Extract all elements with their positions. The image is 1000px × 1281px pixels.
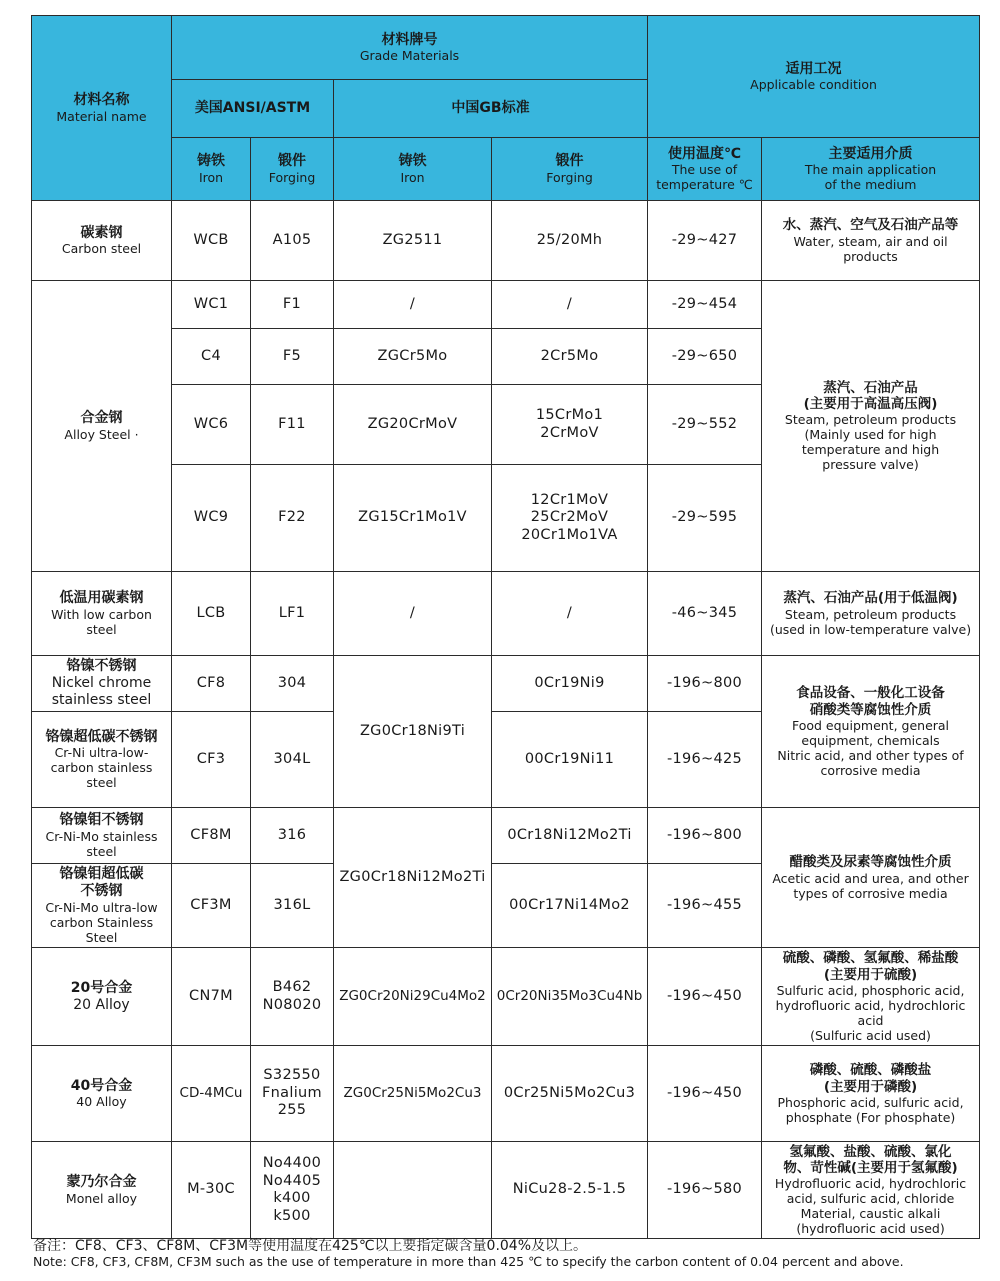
material-name: 20号合金 20 Alloy <box>32 948 172 1046</box>
header-us-standard: 美国ANSI/ASTM <box>172 80 334 138</box>
us-iron: CD-4MCu <box>172 1046 251 1142</box>
gb-forging: 00Cr17Ni14Mo2 <box>492 864 648 948</box>
temperature: -196~450 <box>648 1046 762 1142</box>
temperature: -196~800 <box>648 808 762 864</box>
us-iron: M-30C <box>172 1142 251 1239</box>
medium: 磷酸、硫酸、磷酸盐 (主要用于磷酸) Phosphoric acid, sulfuric acid, phosphate (For phosphate) <box>762 1046 980 1142</box>
table-row <box>32 572 980 656</box>
gb-forging: 00Cr19Ni11 <box>492 712 648 808</box>
material-name: 铬镍钼超低碳 不锈钢 Cr-Ni-Mo ultra-low carbon Stainless Steel <box>32 864 172 948</box>
temperature: -29~427 <box>648 201 762 281</box>
us-forging: F22 <box>251 465 334 572</box>
temperature: -196~425 <box>648 712 762 808</box>
material-name: 蒙乃尔合金 Monel alloy <box>32 1142 172 1239</box>
gb-iron: ZG0Cr18Ni9Ti <box>334 656 492 808</box>
us-forging: 316 <box>251 808 334 864</box>
medium: 水、蒸汽、空气及石油产品等 Water, steam, air and oil products <box>762 201 980 281</box>
us-forging: F11 <box>251 385 334 465</box>
table-row <box>32 1046 980 1142</box>
header-us-iron: 铸铁 Iron <box>172 138 251 201</box>
gb-iron: ZGCr5Mo <box>334 329 492 385</box>
us-iron: WC9 <box>172 465 251 572</box>
gb-iron: ZG0Cr18Ni12Mo2Ti <box>334 808 492 948</box>
gb-forging: 2Cr5Mo <box>492 329 648 385</box>
header-material-name: 材料名称 Material name <box>32 16 172 201</box>
temperature: -196~450 <box>648 948 762 1046</box>
temperature: -46~345 <box>648 572 762 656</box>
material-name: 碳素钢 Carbon steel <box>32 201 172 281</box>
us-forging: S32550 Fnalium 255 <box>251 1046 334 1142</box>
temperature: -196~455 <box>648 864 762 948</box>
gb-iron: ZG15Cr1Mo1V <box>334 465 492 572</box>
us-forging: No4400 No4405 k400 k500 <box>251 1142 334 1239</box>
gb-forging: 0Cr19Ni9 <box>492 656 648 712</box>
table-row <box>32 1142 980 1239</box>
header-temperature: 使用温度℃ The use of temperature ℃ <box>648 138 762 201</box>
material-name: 低温用碳素钢 With low carbon steel <box>32 572 172 656</box>
us-forging: A105 <box>251 201 334 281</box>
gb-iron <box>334 1142 492 1239</box>
material-name: 40号合金 40 Alloy <box>32 1046 172 1142</box>
us-forging: LF1 <box>251 572 334 656</box>
header-medium: 主要适用介质 The main application of the medium <box>762 138 980 201</box>
us-iron: CF8 <box>172 656 251 712</box>
us-iron: C4 <box>172 329 251 385</box>
us-iron: CF3 <box>172 712 251 808</box>
us-iron: WCB <box>172 201 251 281</box>
table-row <box>32 808 980 864</box>
gb-forging: / <box>492 572 648 656</box>
gb-iron: ZG0Cr25Ni5Mo2Cu3 <box>334 1046 492 1142</box>
header-cn-standard: 中国GB标准 <box>334 80 648 138</box>
temperature: -29~552 <box>648 385 762 465</box>
material-name: 铬镍钼不锈钢 Cr-Ni-Mo stainless steel <box>32 808 172 864</box>
material-name: 合金钢 Alloy Steel · <box>32 281 172 572</box>
gb-forging: 15CrMo1 2CrMoV <box>492 385 648 465</box>
note-chinese: 备注：CF8、CF3、CF8M、CF3M等使用温度在425℃以上要指定碳含量0.04%及以上。 <box>33 1238 588 1254</box>
us-forging: 316L <box>251 864 334 948</box>
temperature: -196~800 <box>648 656 762 712</box>
medium: 蒸汽、石油产品 (主要用于高温高压阀) Steam, petroleum products (Mainly used for high temperature and high pressure valve) <box>762 281 980 572</box>
us-forging: 304 <box>251 656 334 712</box>
gb-forging: NiCu28-2.5-1.5 <box>492 1142 648 1239</box>
medium: 醋酸类及尿素等腐蚀性介质 Acetic acid and urea, and other types of corrosive media <box>762 808 980 948</box>
temperature: -196~580 <box>648 1142 762 1239</box>
medium: 食品设备、一般化工设备 硝酸类等腐蚀性介质 Food equipment, general equipment, chemicals Nitric acid, and other types of corrosive media <box>762 656 980 808</box>
table-row <box>32 201 980 281</box>
gb-forging: 12Cr1MoV 25Cr2MoV 20Cr1Mo1VA <box>492 465 648 572</box>
header-gb-forging: 锻件 Forging <box>492 138 648 201</box>
temperature: -29~454 <box>648 281 762 329</box>
gb-iron: ZG2511 <box>334 201 492 281</box>
gb-iron: / <box>334 572 492 656</box>
medium: 氢氟酸、盐酸、硫酸、氯化 物、苛性碱(主要用于氢氟酸) Hydrofluoric acid, hydrochloric acid, sulfuric acid, chloride Material, caustic alkali (hydrofluoric acid used) <box>762 1142 980 1239</box>
medium: 蒸汽、石油产品(用于低温阀) Steam, petroleum products (used in low-temperature valve) <box>762 572 980 656</box>
note-english: Note: CF8, CF3, CF8M, CF3M such as the use of temperature in more than 425 ℃ to specify the carbon content of 0.04 percent and above. <box>33 1254 904 1269</box>
us-iron: CF3M <box>172 864 251 948</box>
header-applicable-condition: 适用工况 Applicable condition <box>648 16 980 138</box>
material-name: 铬镍不锈钢 Nickel chrome stainless steel <box>32 656 172 712</box>
temperature: -29~650 <box>648 329 762 385</box>
table-row <box>32 656 980 712</box>
medium: 硫酸、磷酸、氢氟酸、稀盐酸 (主要用于硫酸) Sulfuric acid, phosphoric acid, hydrofluoric acid, hydrochloric acid (Sulfuric acid used) <box>762 948 980 1046</box>
us-forging: B462 N08020 <box>251 948 334 1046</box>
gb-iron: ZG20CrMoV <box>334 385 492 465</box>
gb-iron: ZG0Cr20Ni29Cu4Mo2 <box>334 948 492 1046</box>
material-name: 铬镍超低碳不锈钢 Cr-Ni ultra-low- carbon stainless steel <box>32 712 172 808</box>
us-forging: F1 <box>251 281 334 329</box>
table-row <box>32 948 980 1046</box>
temperature: -29~595 <box>648 465 762 572</box>
us-forging: F5 <box>251 329 334 385</box>
us-forging: 304L <box>251 712 334 808</box>
us-iron: WC6 <box>172 385 251 465</box>
us-iron: CN7M <box>172 948 251 1046</box>
header-gb-iron: 铸铁 Iron <box>334 138 492 201</box>
us-iron: CF8M <box>172 808 251 864</box>
gb-forging: / <box>492 281 648 329</box>
header-grade-materials: 材料牌号 Grade Materials <box>172 16 648 80</box>
header-us-forging: 锻件 Forging <box>251 138 334 201</box>
gb-forging: 0Cr25Ni5Mo2Cu3 <box>492 1046 648 1142</box>
us-iron: WC1 <box>172 281 251 329</box>
us-iron: LCB <box>172 572 251 656</box>
gb-forging: 0Cr20Ni35Mo3Cu4Nb <box>492 948 648 1046</box>
table-row <box>32 281 980 329</box>
gb-forging: 0Cr18Ni12Mo2Ti <box>492 808 648 864</box>
gb-iron: / <box>334 281 492 329</box>
gb-forging: 25/20Mh <box>492 201 648 281</box>
grade-materials-table <box>31 15 980 1239</box>
